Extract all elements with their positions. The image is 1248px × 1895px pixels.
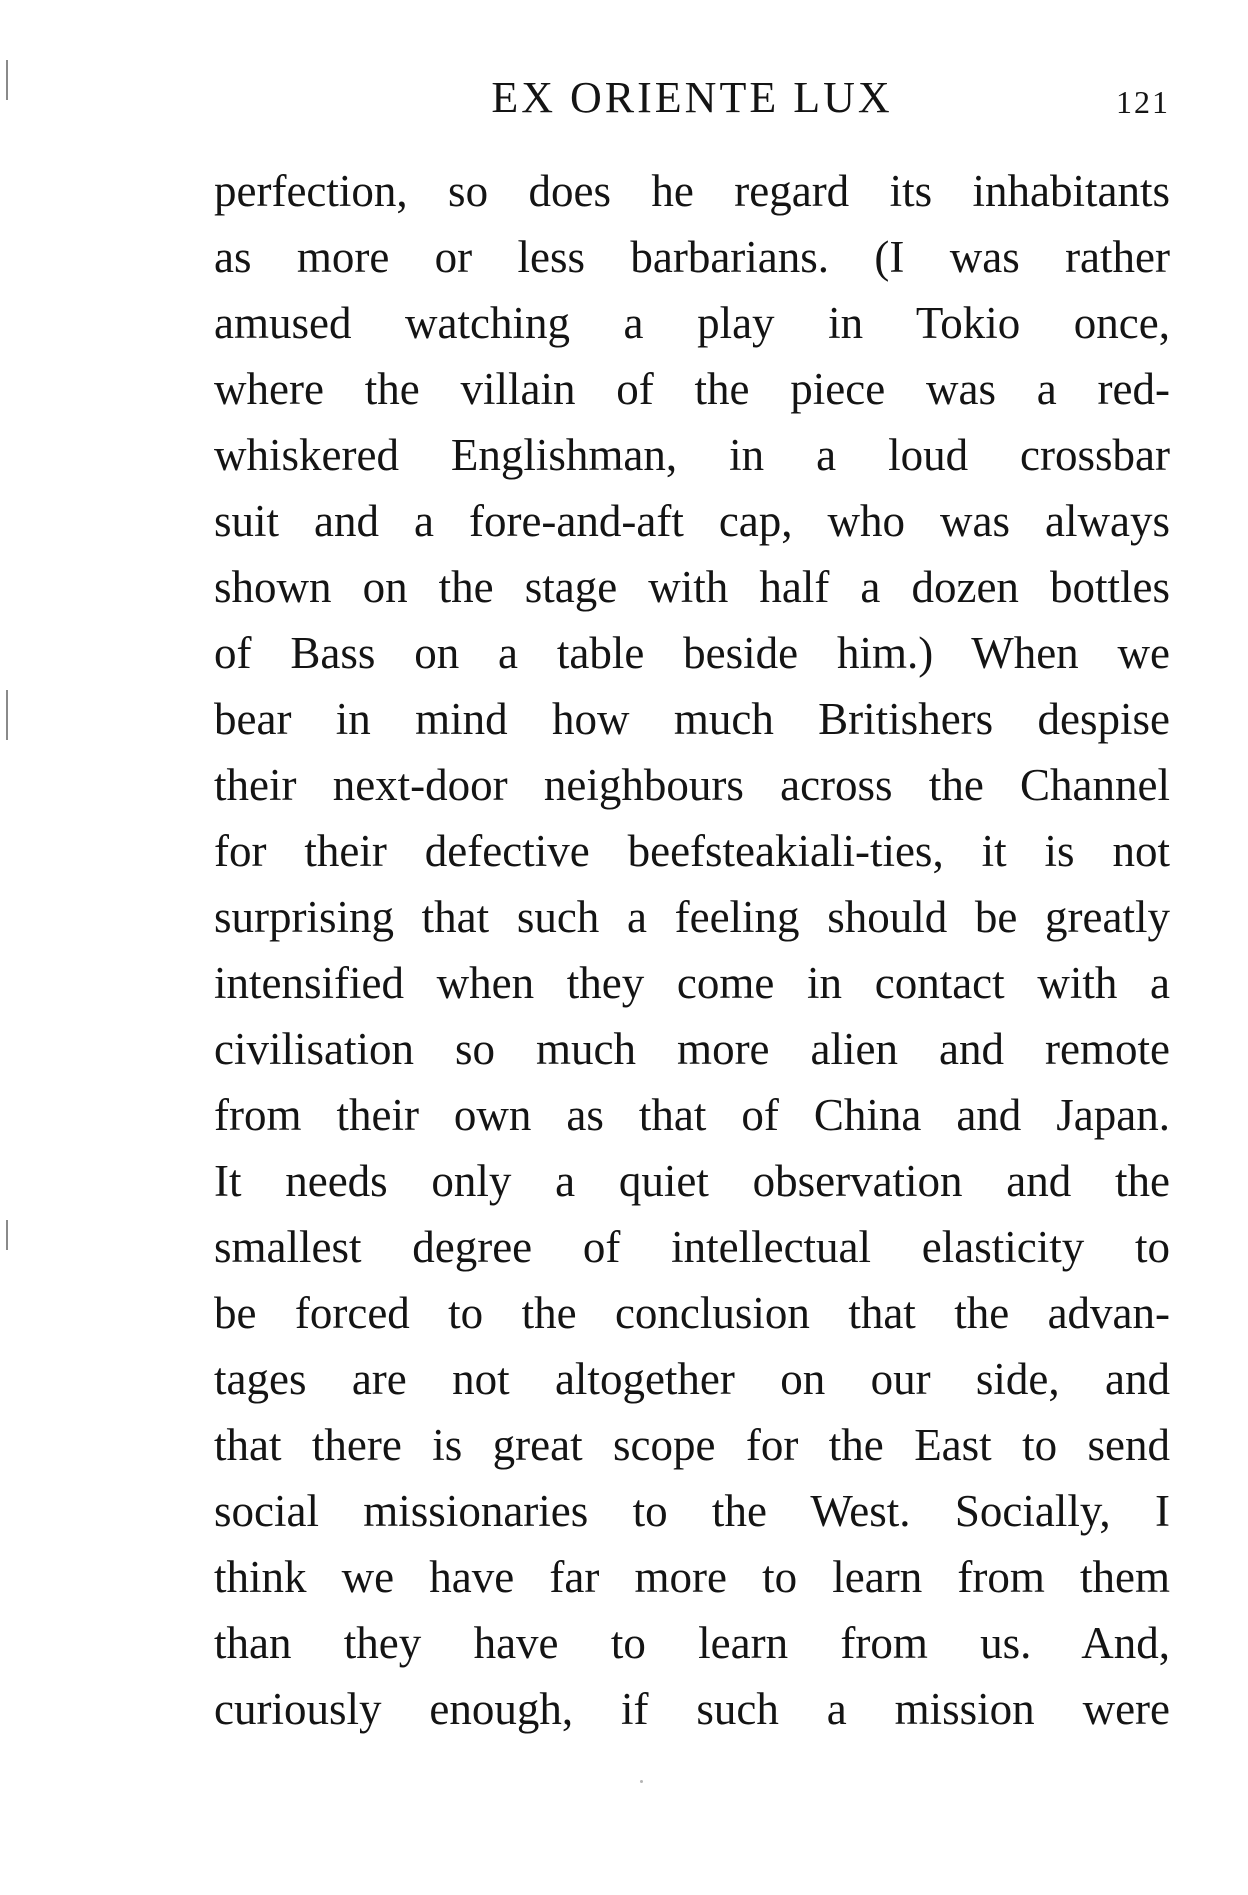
scan-edge-mark: [6, 60, 8, 100]
text-line: as more or less barbarians. (I was rather: [214, 232, 1170, 282]
text-line: bear in mind how much Britishers despise: [214, 694, 1170, 744]
scan-edge-mark: [6, 1220, 8, 1250]
text-line: surprising that such a feeling should be greatly: [214, 892, 1170, 942]
running-title: EX ORIENTE LUX: [491, 73, 893, 122]
text-line: their next-door neighbours across the Channel: [214, 760, 1170, 810]
text-line: intensified when they come in contact with a: [214, 958, 1170, 1008]
text-line: where the villain of the piece was a red-: [214, 364, 1170, 414]
text-line: civilisation so much more alien and remote: [214, 1024, 1170, 1074]
text-line: think we have far more to learn from them: [214, 1552, 1170, 1602]
scan-edge-mark: [6, 690, 8, 740]
text-line: whiskered Englishman, in a loud crossbar: [214, 430, 1170, 480]
text-line: perfection, so does he regard its inhabitants: [214, 166, 1170, 216]
text-line: from their own as that of China and Japan.: [214, 1090, 1170, 1140]
text-line: social missionaries to the West. Socially, I: [214, 1486, 1170, 1536]
body-text: [214, 158, 1170, 1742]
text-line: than they have to learn from us. And,: [214, 1618, 1170, 1668]
text-line: tages are not altogether on our side, and: [214, 1354, 1170, 1404]
text-line: curiously enough, if such a mission were: [214, 1684, 1170, 1734]
text-line: It needs only a quiet observation and the: [214, 1156, 1170, 1206]
text-line: shown on the stage with half a dozen bottles: [214, 562, 1170, 612]
scan-speck: [640, 1780, 643, 1783]
text-line: amused watching a play in Tokio once,: [214, 298, 1170, 348]
text-line: smallest degree of intellectual elasticity to: [214, 1222, 1170, 1272]
page-number: 121: [1116, 84, 1170, 120]
text-line: for their defective beefsteakiali-ties, it is not: [214, 826, 1170, 876]
running-head: [214, 68, 1170, 128]
text-line: of Bass on a table beside him.) When we: [214, 628, 1170, 678]
text-line: be forced to the conclusion that the advan-: [214, 1288, 1170, 1338]
text-line: suit and a fore-and-aft cap, who was always: [214, 496, 1170, 546]
text-line: that there is great scope for the East to send: [214, 1420, 1170, 1470]
